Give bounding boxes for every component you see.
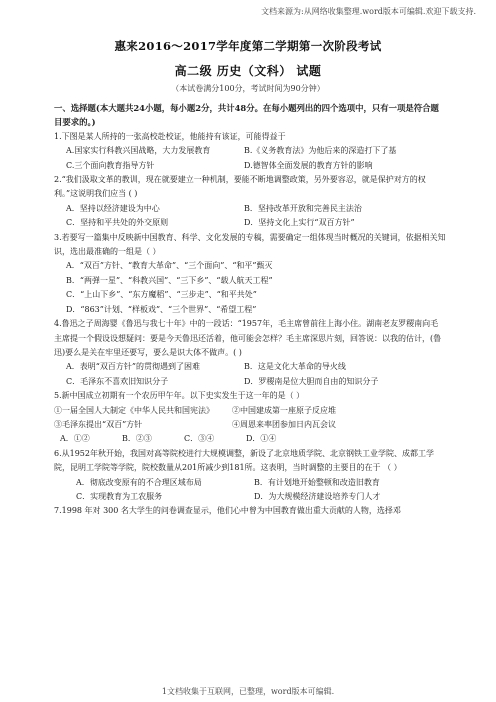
question-7-stem: 7.1998 年对 300 名大学生的问卷调查显示，他们心中曾为中国教育做出重大贡献的人物，选择邓 [54,506,401,516]
exam-content [54,101,446,519]
question-5-item-4: ④周恩来率团参加日内瓦会议 [232,419,336,429]
question-5-stem: 5.新中国成立初期有一个农历甲午年。以下史实发生于这一年的是（ ） [54,391,305,401]
question-6-options-row1 [54,476,446,490]
question-3-option-b: B．“两弹一星”、“科教兴国”、“三下乡”、“载人航天工程” [66,275,273,285]
question-6-options-row2 [54,490,446,504]
question-4-option-d: D．罗稷南是位大胆而自由的知识分子 [244,376,379,386]
question-2-options-row1 [54,202,446,216]
question-5-option-a: A．①② [60,434,90,444]
question-2-options-row2 [54,216,446,230]
exam-info: （本试卷满分100分，考试时间为90分钟） [171,84,325,93]
question-5-option-b: B．②③ [122,434,152,444]
footer-note: 1文档收集于互联网，已整理，word版本可编辑. [161,687,335,696]
question-2-stem: 2.“我们汲取文革的教训，现在就要建立一种机制，要能不断地调整政策，另外要容忍，就是保护对方的权利。”这说明我们应当 ( ) [54,175,426,199]
question-4-options-row2 [54,375,446,389]
question-1-option-d: D.德智体全面发展的教育方针的影响 [244,160,373,170]
question-6-option-a: A．彻底改变原有的不合理区域布局 [76,477,202,487]
question-4-option-b: B．这是文化大革命的导火线 [244,362,346,372]
question-3-option-d: D．“863”计划、“样板戏”、“三个世界”、“希望工程” [66,304,257,314]
question-6-option-b: B．有计划地开始整顿和改造旧教育 [254,477,380,487]
question-5-item-2: ②中国建成第一座原子反应堆 [232,405,336,415]
question-6-option-c: C．实现教育为工农服务 [76,491,163,501]
question-4-option-c: C．毛泽东不喜欢旧知识分子 [66,376,169,386]
question-3-option-a: A．“双百”方针、“教育大革命”、“三个面向”、“和平”甄灭 [66,261,273,271]
question-5-item-1: ①一届全国人大制定《中华人民共和国宪法》 [54,405,214,415]
question-3-option-c: C．“上山下乡”、“东方魔稻”、“三步走”、“和平共处” [66,290,257,300]
question-3-stem: 3.若要写一篇集中反映新中国教育、科学、文化发展的专稿，需要确定一组体现当时概况的关键词，依据相关知识，选出最准确的一组是（ ） [54,232,446,257]
question-4-options-row1 [54,360,446,374]
question-1-option-b: B.《义务教育法》为他后来的深造打下了基 [244,146,397,156]
question-5-options [54,432,446,446]
question-1-options-row1 [54,144,446,158]
question-1-option-a: A.国家实行科教兴国战略，大力发展教育 [66,146,211,156]
question-4-option-a: A．表明“双百方针”的贯彻遇到了困难 [66,362,200,372]
question-5-item-3: ③毛泽东提出“双百”方针 [54,419,143,429]
question-6-stem: 6.从1952年秋开始，我国对高等院校进行大规模调整，新设了北京地质学院、北京钢铁工业学院、成都工学院，昆明工学院等学院，院校数量从201所减少到181所。这表明，当时调整的主要目的在于 （ ） [54,448,434,473]
question-1-stem: 1.下图是某人所持的一张高校赴校证，他能持有该证，可能得益于 [54,131,286,141]
exam-subject-title: 高二级 历史（文科） 试题 [174,64,322,78]
question-5-option-d: D．①④ [246,434,277,444]
question-2-option-a: A．坚持以经济建设为中心 [66,203,160,213]
question-5-items-row1 [54,404,446,418]
question-5-option-c: C．③④ [184,434,215,444]
question-1-options-row2 [54,159,446,173]
question-2-option-b: B．坚持改革开放和完善民主法治 [244,203,362,213]
exam-title: 惠来2016～2017学年度第二学期第一次阶段考试 [114,39,382,53]
question-2-option-c: C．坚持和平共处的外交原则 [66,218,169,228]
section-heading: 一、选择题(本大题共24小题，每小题2分，共计48分。在每小题列出的四个选项中，只有一项是符合题目要求的。) [54,103,439,128]
header-note: 文档来源为:从网络收集整理.word版本可编辑.欢迎下载支持. [261,7,476,16]
question-6-option-d: D．为大规模经济建设培养专门人才 [254,491,381,501]
question-1-option-c: C.三个面向教育指导方针 [66,160,155,170]
question-2-option-d: D．坚持文化上实行“双百方针” [244,218,355,228]
question-4-stem: 4.鲁迅之子周海婴《鲁迅与我七十年》中的一段话：“1957年，毛主席曾前往上海小住。湖南老友罗稷南向毛主席提一个假设设想疑问：要是今天鲁迅还活着，他可能会怎样？毛主席深思片刻，回答说：以我的估计，(鲁迅)要么是关在牢里还要写，要么是识大体不做声。( ) [54,319,442,357]
question-5-items-row2 [54,418,446,432]
